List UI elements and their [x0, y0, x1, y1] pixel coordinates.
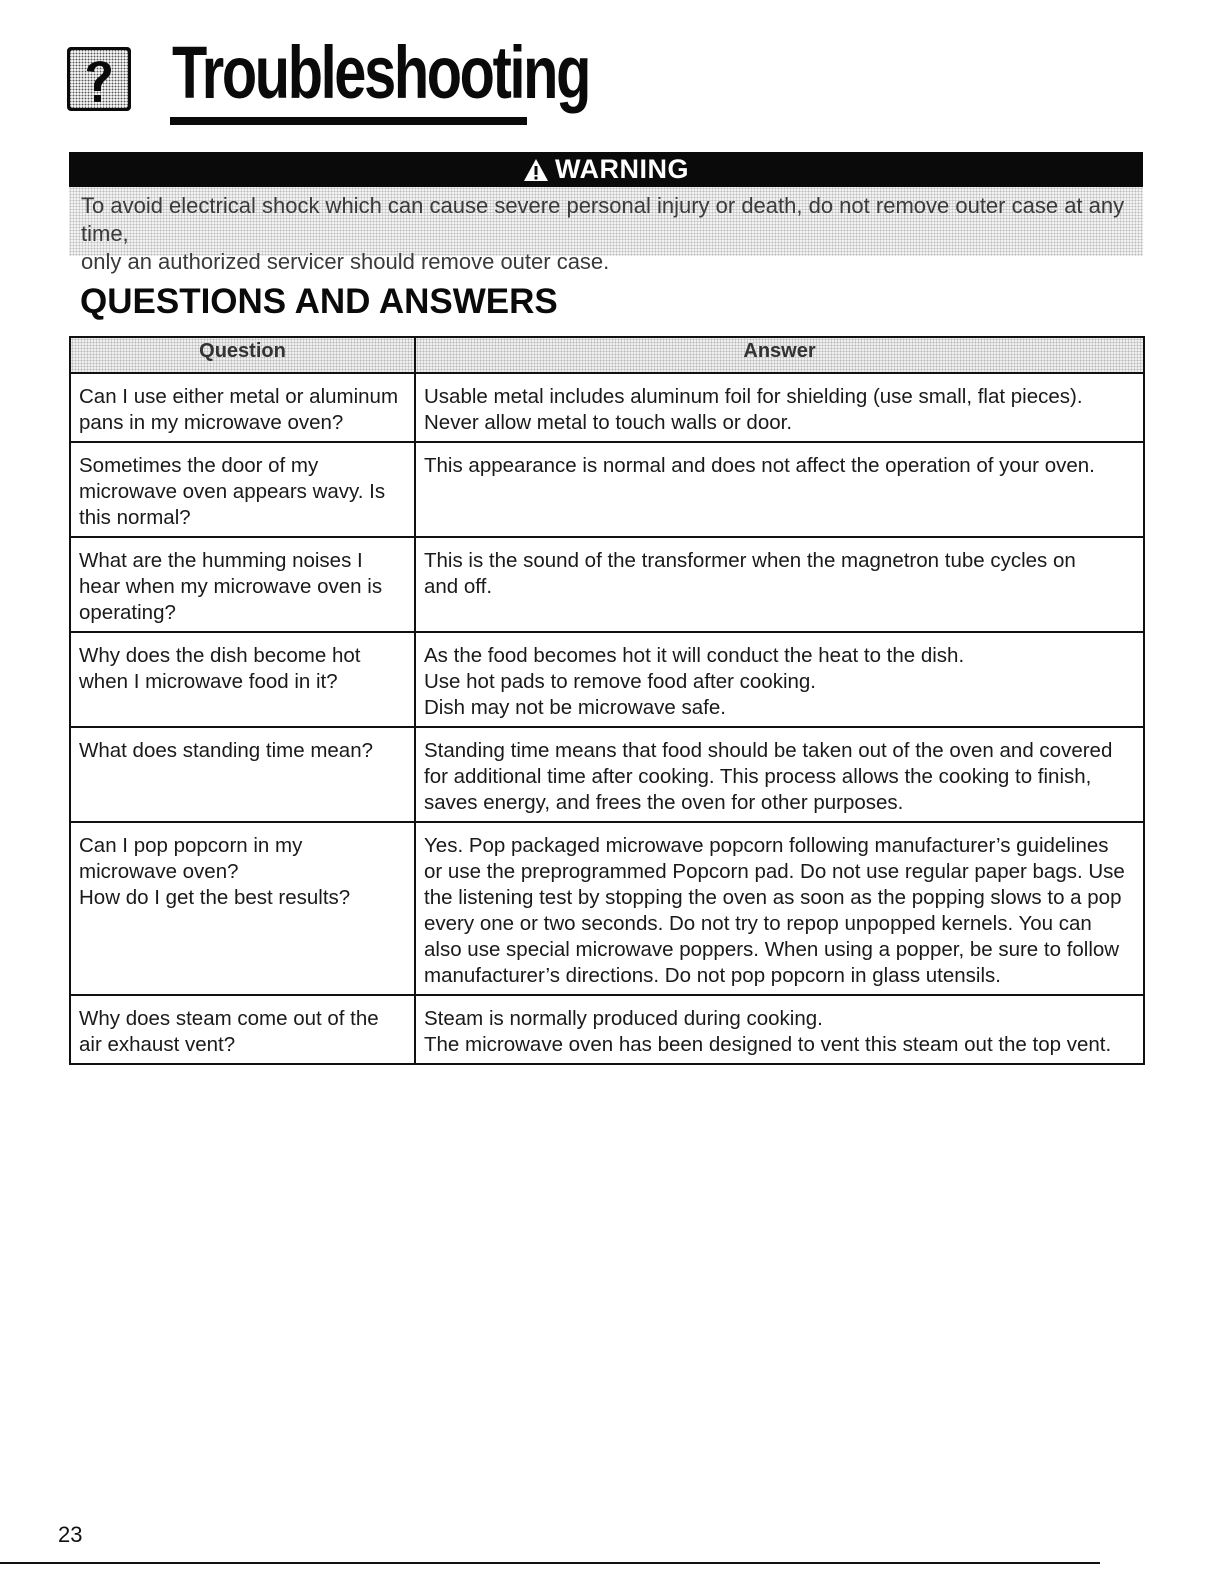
answer-cell — [415, 442, 1144, 537]
answer-line: This is the sound of the transformer when the magnetron tube cycles on — [424, 549, 1076, 572]
question-cell — [70, 373, 415, 442]
answer-cell — [415, 727, 1144, 822]
question-line: Why does the dish become hot — [79, 644, 361, 667]
question-cell — [70, 442, 415, 537]
table-row — [70, 373, 1144, 442]
warning-text — [69, 187, 1143, 274]
answer-line: Use hot pads to remove food after cooking. — [424, 670, 817, 693]
question-cell — [70, 822, 415, 995]
table-row — [70, 537, 1144, 632]
answer-line: the listening test by stopping the oven as soon as the popping slows to a pop — [424, 886, 1122, 909]
table-row — [70, 632, 1144, 727]
page-number: 23 — [58, 1522, 83, 1547]
title-underline — [170, 117, 527, 125]
question-mark-icon — [66, 46, 132, 112]
warning-triangle-icon — [523, 158, 549, 182]
warning-header — [69, 152, 1143, 187]
question-line: microwave oven appears wavy. Is — [79, 480, 386, 503]
table-row — [70, 822, 1144, 995]
answer-line: also use special microwave poppers. When using a popper, be sure to follow — [424, 938, 1120, 961]
answer-line: every one or two seconds. Do not try to repop unpopped kernels. You can — [424, 912, 1092, 935]
answer-line: Dish may not be microwave safe. — [424, 696, 726, 719]
question-cell — [70, 537, 415, 632]
question-line: hear when my microwave oven is — [79, 575, 383, 598]
warning-box — [69, 152, 1143, 274]
question-line: operating? — [79, 601, 176, 624]
answer-line: or use the preprogrammed Popcorn pad. Do not use regular paper bags. Use — [424, 860, 1125, 883]
question-cell — [70, 995, 415, 1064]
answer-line: Never allow metal to touch walls or door. — [424, 411, 793, 434]
warning-line: To avoid electrical shock which can cause severe personal injury or death, do not remove outer case at any time, — [81, 193, 1125, 246]
answer-line: and off. — [424, 575, 493, 598]
answer-cell — [415, 537, 1144, 632]
warning-label: WARNING — [555, 154, 689, 184]
answer-line: As the food becomes hot it will conduct the heat to the dish. — [424, 644, 965, 667]
column-header-answer: Answer — [415, 337, 1144, 373]
answer-cell — [415, 632, 1144, 727]
question-cell — [70, 727, 415, 822]
answer-line: The microwave oven has been designed to vent this steam out the top vent. — [424, 1033, 1112, 1056]
footer-divider — [0, 1562, 1100, 1564]
answer-line: Steam is normally produced during cooking. — [424, 1007, 823, 1030]
table-row — [70, 727, 1144, 822]
answer-line: manufacturer’s directions. Do not pop popcorn in glass utensils. — [424, 964, 1001, 987]
question-line: Why does steam come out of the — [79, 1007, 379, 1030]
table-header-row — [70, 337, 1144, 373]
answer-cell — [415, 373, 1144, 442]
answer-line: Usable metal includes aluminum foil for shielding (use small, flat pieces). — [424, 385, 1083, 408]
question-line: How do I get the best results? — [79, 886, 351, 909]
column-header-question: Question — [70, 337, 415, 373]
answer-line: Yes. Pop packaged microwave popcorn following manufacturer’s guidelines — [424, 834, 1109, 857]
answer-line: saves energy, and frees the oven for other purposes. — [424, 791, 904, 814]
question-line: when I microwave food in it? — [79, 670, 338, 693]
answer-line: Standing time means that food should be taken out of the oven and covered — [424, 739, 1113, 762]
question-line: Can I pop popcorn in my — [79, 834, 303, 857]
answer-line: for additional time after cooking. This process allows the cooking to finish, — [424, 765, 1092, 788]
question-line: pans in my microwave oven? — [79, 411, 344, 434]
question-line: What does standing time mean? — [79, 739, 373, 762]
warning-line: only an authorized servicer should remove outer case. — [81, 249, 610, 274]
question-line: air exhaust vent? — [79, 1033, 236, 1056]
answer-cell — [415, 995, 1144, 1064]
qa-table — [69, 336, 1145, 1065]
question-line: Can I use either metal or aluminum — [79, 385, 399, 408]
question-line: Sometimes the door of my — [79, 454, 319, 477]
answer-line: This appearance is normal and does not affect the operation of your oven. — [424, 454, 1095, 477]
question-line: microwave oven? — [79, 860, 239, 883]
page-title: Troubleshooting — [172, 31, 589, 114]
table-row — [70, 995, 1144, 1064]
table-row — [70, 442, 1144, 537]
answer-cell — [415, 822, 1144, 995]
question-line: What are the humming noises I — [79, 549, 363, 572]
question-cell — [70, 632, 415, 727]
section-heading: QUESTIONS AND ANSWERS — [80, 282, 558, 321]
question-line: this normal? — [79, 506, 191, 529]
